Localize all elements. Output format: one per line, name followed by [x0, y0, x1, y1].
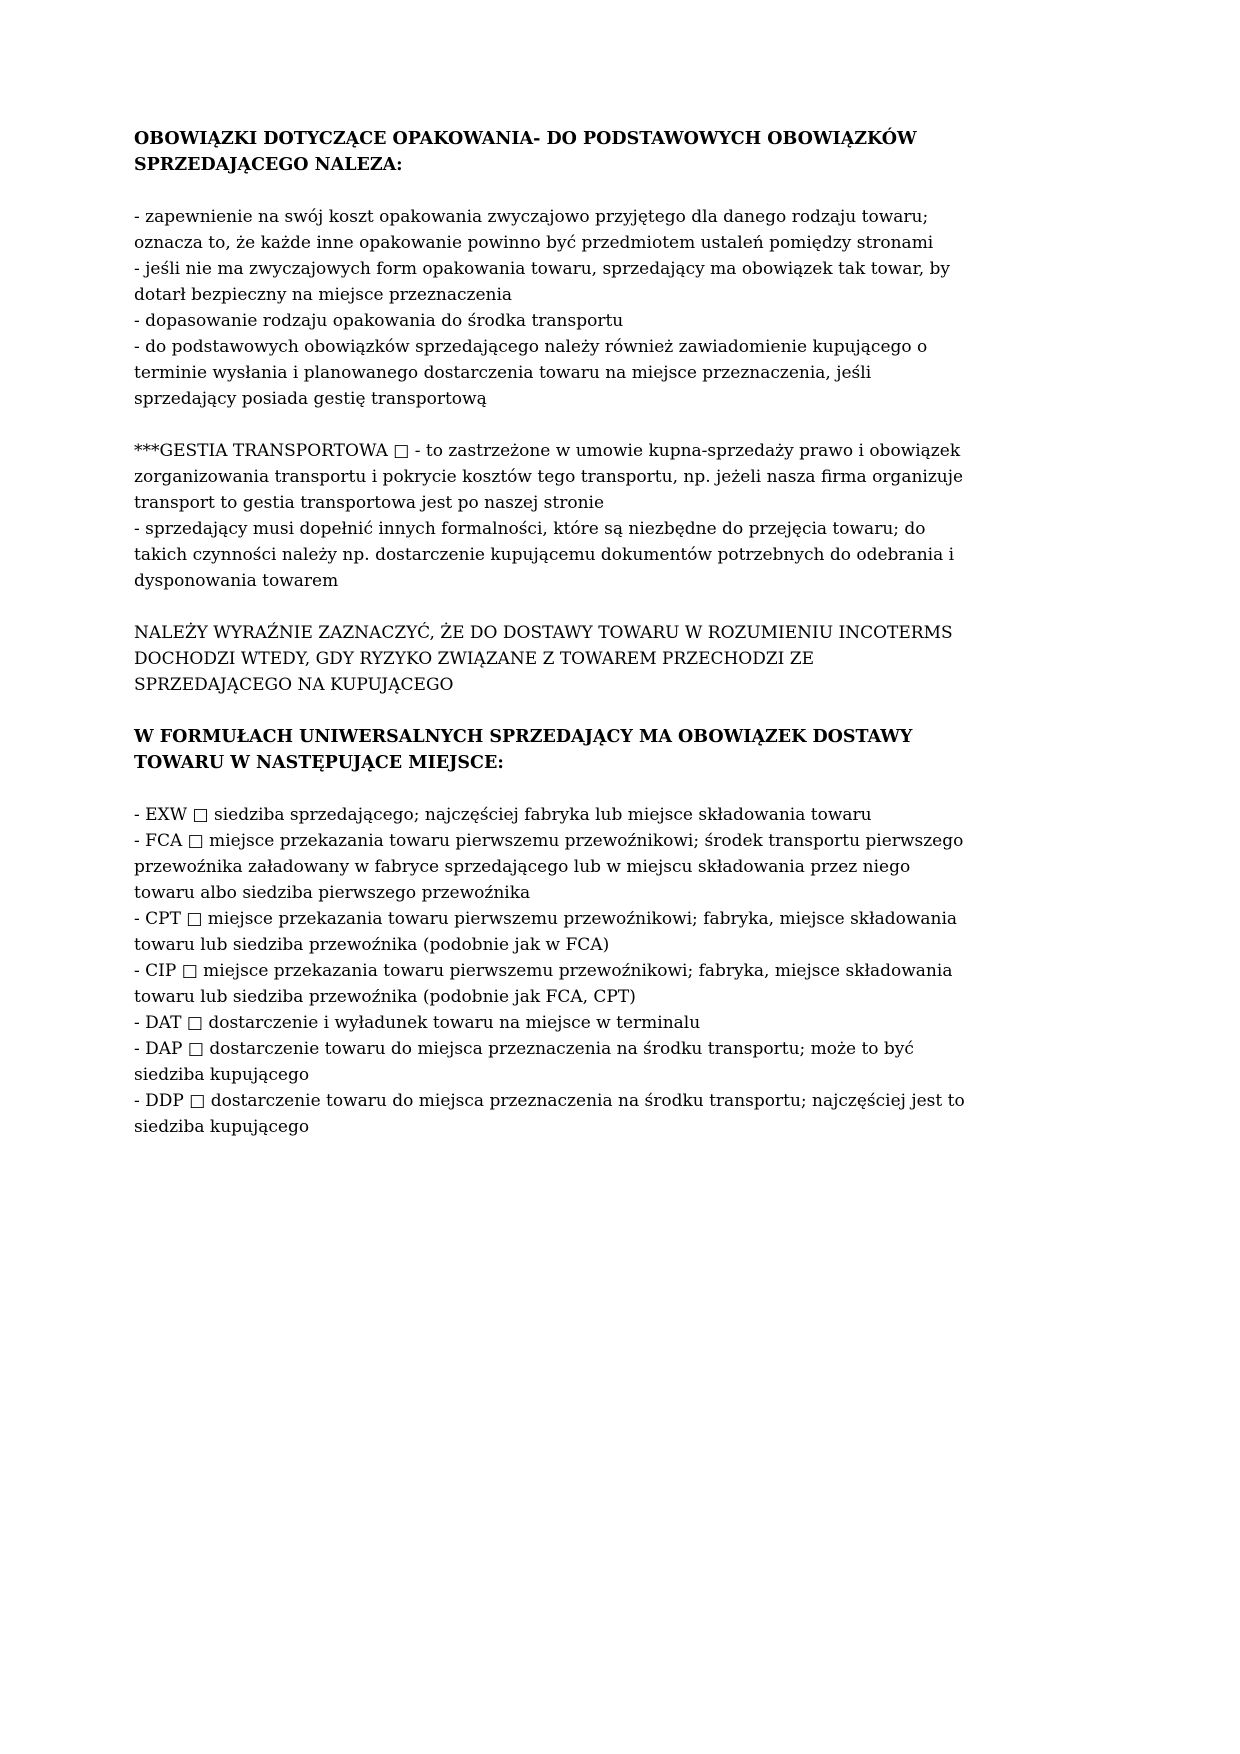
packaging-bullet-item: - zapewnienie na swój koszt opakowania zwyczajowo przyjętego dla danego rodzaju towaru; oznacza to, że każde inne opakowanie powinno być przedmiotem ustaleń pomiędzy stronami [134, 207, 934, 253]
gestia-transportowa-section [134, 438, 972, 594]
packaging-bullet-item: - dopasowanie rodzaju opakowania do środka transportu [134, 311, 624, 331]
packaging-bullet-item: - jeśli nie ma zwyczajowych form opakowania towaru, sprzedający ma obowiązek tak towar, by dotarł bezpieczny na miejsce przeznaczenia [134, 259, 950, 305]
incoterm-item-dat: - DAT □ dostarczenie i wyładunek towaru na miejsce w terminalu [134, 1013, 701, 1033]
packaging-bullet-item: - do podstawowych obowiązków sprzedającego należy również zawiadomienie kupującego o terminie wysłania i planowanego dostarczenia towaru na miejsce przeznaczenia, jeśli sprzedający posiada gestię transportową [134, 337, 928, 409]
heading-packaging-obligations: OBOWIĄZKI DOTYCZĄCE OPAKOWANIA- DO PODSTAWOWYCH OBOWIĄZKÓW SPRZEDAJĄCEGO NALEZA: [134, 129, 917, 175]
incoterms-delivery-note: NALEŻY WYRAŹNIE ZAZNACZYĆ, ŻE DO DOSTAWY TOWARU W ROZUMIENIU INCOTERMS DOCHODZI WTEDY, GDY RYZYKO ZWIĄZANE Z TOWAREM PRZECHODZI ZE SPRZEDAJĄCEGO NA KUPUJĄCEGO [134, 623, 953, 695]
incoterm-item-cpt: - CPT □ miejsce przekazania towaru pierwszemu przewoźnikowi; fabryka, miejsce składowania towaru lub siedziba przewoźnika (podobnie jak w FCA) [134, 909, 958, 955]
incoterm-item-fca: - FCA □ miejsce przekazania towaru pierwszemu przewoźnikowi; środek transportu pierwszego przewoźnika załadowany w fabryce sprzedającego lub w miejscu składowania przez niego towaru albo siedziba pierwszego przewoźnika [134, 831, 964, 903]
gestia-bullet-item: - sprzedający musi dopełnić innych formalności, które są niezbędne do przejęcia towaru; do takich czynności należy np. dostarczenie kupującemu dokumentów potrzebnych do odebrania i dysponowania towarem [134, 519, 955, 591]
incoterm-item-cip: - CIP □ miejsce przekazania towaru pierwszemu przewoźnikowi; fabryka, miejsce składowania towaru lub siedziba przewoźnika (podobnie jak FCA, CPT) [134, 961, 953, 1007]
incoterm-item-dap: - DAP □ dostarczenie towaru do miejsca przeznaczenia na środku transportu; może to być siedziba kupującego [134, 1039, 914, 1085]
incoterm-item-ddp: - DDP □ dostarczenie towaru do miejsca przeznaczenia na środku transportu; najczęściej jest to siedziba kupującego [134, 1091, 965, 1137]
incoterm-item-exw: - EXW □ siedziba sprzedającego; najczęściej fabryka lub miejsce składowania towaru [134, 805, 872, 825]
heading-universal-formulas: W FORMUŁACH UNIWERSALNYCH SPRZEDAJĄCY MA OBOWIĄZEK DOSTAWY TOWARU W NASTĘPUJĄCE MIEJSCE: [134, 727, 913, 773]
packaging-bullet-list [134, 204, 972, 412]
incoterms-bullet-list [134, 802, 972, 1140]
gestia-definition-paragraph: ***GESTIA TRANSPORTOWA □ - to zastrzeżone w umowie kupna-sprzedaży prawo i obowiązek zorganizowania transportu i pokrycie kosztów tego transportu, np. jeżeli nasza firma organizuje transport to gestia transportowa jest po naszej stronie [134, 441, 964, 513]
